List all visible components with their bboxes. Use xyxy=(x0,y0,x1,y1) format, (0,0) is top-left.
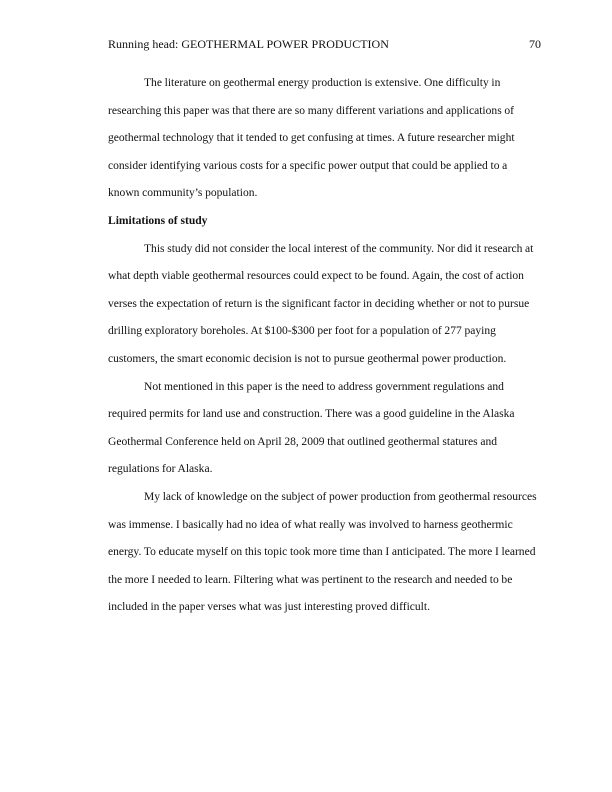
paragraph-limitations: This study did not consider the local interest of the community. Nor did it research at what depth viable geothermal resources could expect to be found. Again, the cost of action verses the expectation of return is the significant factor in deciding whether or not to pursue drilling exploratory boreholes. At $100-$300 per foot for a population of 277 paying customers, the smart economic decision is not to pursue geothermal power production. xyxy=(108,242,534,365)
paragraph-regulations: Not mentioned in this paper is the need to address government regulations and required permits for land use and construction. There was a good guideline in the Alaska Geothermal Conference held on April 28, 2009 that outlined geothermal statures and regulations for Alaska. xyxy=(108,380,515,476)
paragraph-literature: The literature on geothermal energy production is extensive. One difficulty in researching this paper was that there are so many different variations and applications of geothermal technology that it tended to get confusing at times. A future researcher might consider identifying various costs for a specific power output that could be applied to a known community’s population. xyxy=(108,77,515,200)
page-number: 70 xyxy=(529,37,541,51)
section-heading-limitations: Limitations of study xyxy=(108,214,208,227)
running-head: Running head: GEOTHERMAL POWER PRODUCTION xyxy=(108,37,389,51)
paragraph-knowledge: My lack of knowledge on the subject of power production from geothermal resources was immense. I basically had no idea of what really was involved to harness geothermic energy. To educate myself on this topic took more time than I anticipated. The more I learned the more I needed to learn. Filtering what was pertinent to the research and needed to be included in the paper verses what was just interesting proved difficult. xyxy=(108,490,537,614)
document-body xyxy=(108,70,540,622)
page-header xyxy=(108,37,541,51)
